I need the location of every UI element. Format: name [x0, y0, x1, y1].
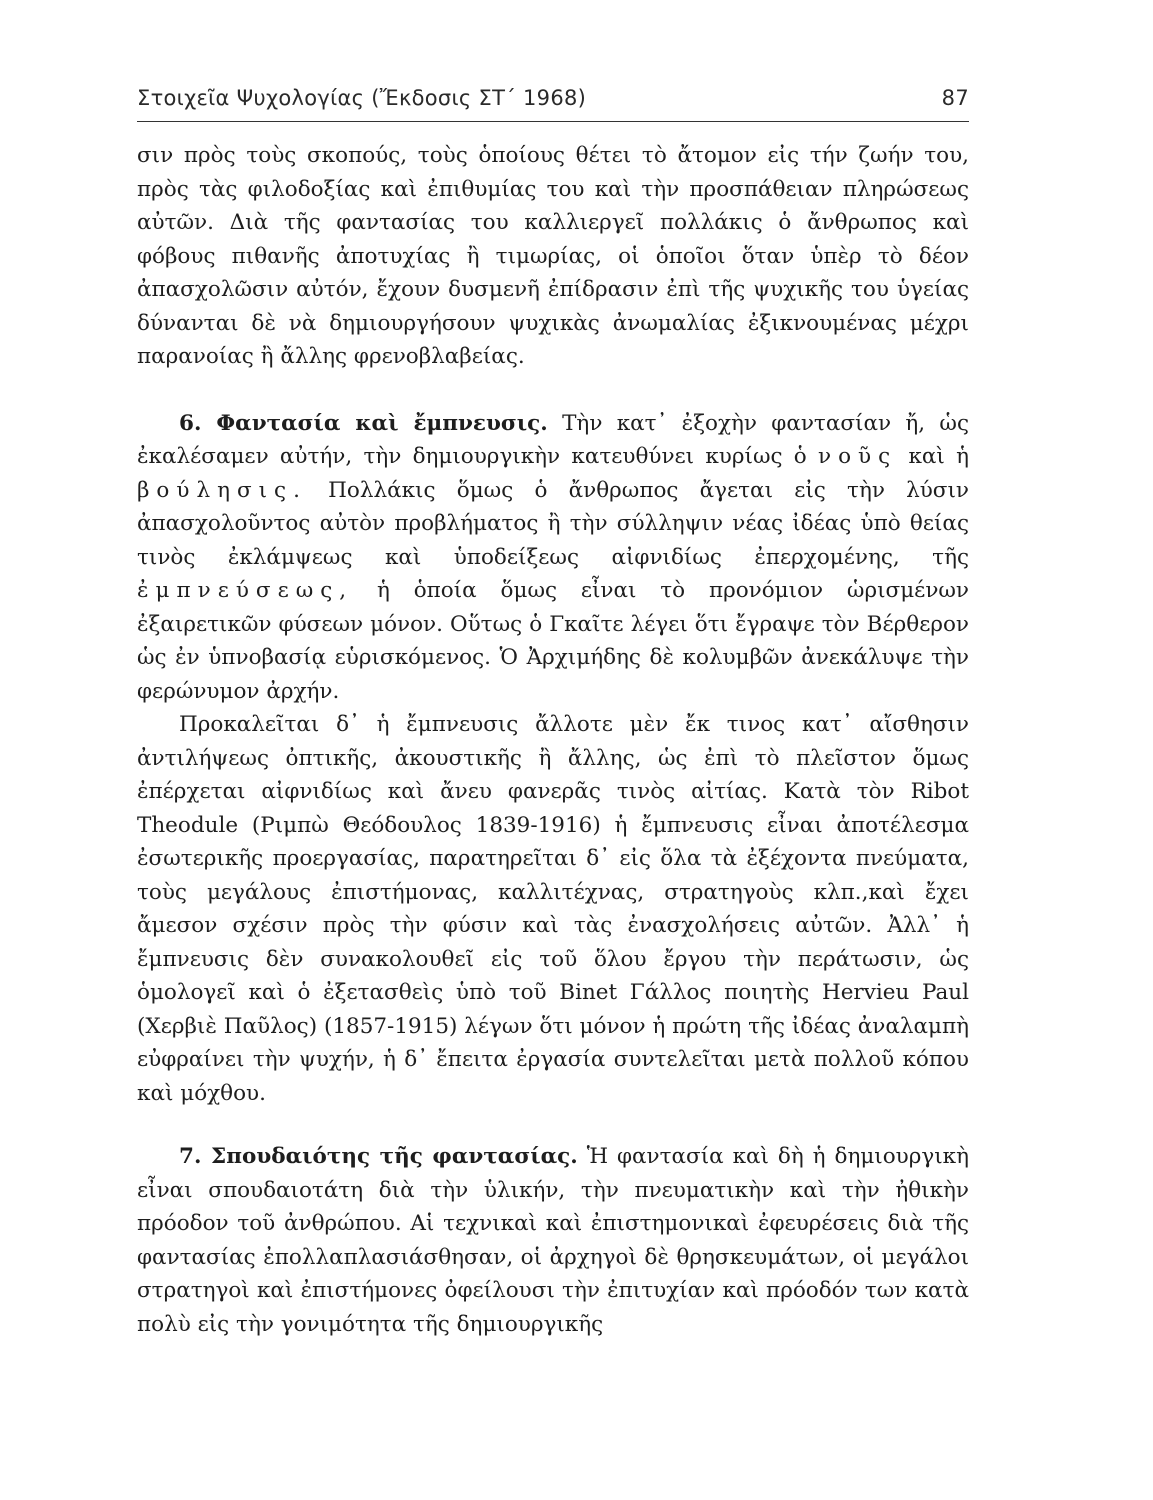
- section-6-text-b: καὶ ἡ: [908, 444, 969, 469]
- running-header: [137, 86, 969, 116]
- paragraph-continuation: σιν πρὸς τοὺς σκοπούς, τοὺς ὁποίους θέτει τὸ ἄτομον εἰς τήν ζωήν του, πρὸς τὰς φιλοδοξίας καὶ ἐπιθυμίας του καὶ τὴν προσπάθειαν πληρώσεως αὐτῶν. Διὰ τῆς φαντασίας του καλλιεργεῖ πολλάκις ὁ ἄνθρωπος καὶ φόβους πιθανῆς ἀποτυχίας ἢ τιμωρίας, οἱ ὁποῖοι ὅταν ὑπὲρ τὸ δέον ἀπασχολῶσιν αὐτόν, ἔχουν δυσμενῆ ἐπίδρασιν ἐπὶ τῆς ψυχικῆς του ὑγείας δύνανται δὲ νὰ δημιουργήσουν ψυχικὰς ἀνωμαλίας ἐξικνουμένας μέχρι παρανοίας ἢ ἄλλης φρενοβλαβείας.: [137, 143, 969, 369]
- spaced-word-voulisis: βούλησις.: [137, 477, 307, 503]
- spaced-word-empnefsis: ἐμπνεύσεως,: [137, 578, 354, 603]
- page-number: 87: [941, 86, 969, 110]
- header-rule: [137, 121, 969, 122]
- section-6-paragraph: [137, 407, 969, 709]
- page-body: [137, 139, 969, 1341]
- paragraph-inspiration: Προκαλεῖται δ᾽ ἡ ἔμπνευσις ἄλλοτε μὲν ἔκ τινος κατ᾽ αἴσθησιν ἀντιλήψεως ὀπτικῆς, ἀκουστικῆς ἢ ἄλλης, ὡς ἐπὶ τὸ πλεῖστον ὅμως ἐπέρχεται αἰφνιδίως καὶ ἄνευ φανερᾶς τινὸς αἰτίας. Κατὰ τὸν Ribot Theodule (Ριμπὼ Θεόδουλος 1839-1916) ἡ ἔμπνευσις εἶναι ἀποτέλεσμα ἐσωτερικῆς προεργασίας, παρατηρεῖται δ᾽ εἰς ὅλα τὰ ἐξέχοντα πνεύματα, τοὺς μεγάλους ἐπιστήμονας, καλλιτέχνας, στρατηγοὺς κλπ.,καὶ ἔχει ἄμεσον σχέσιν πρὸς τὴν φύσιν καὶ τὰς ἐνασχολήσεις αὐτῶν. Ἀλλ᾽ ἡ ἔμπνευσις δὲν συνακολουθεῖ εἰς τοῦ ὅλου ἔργου τὴν περάτωσιν, ὡς ὁμολογεῖ καὶ ὁ ἐξετασθεὶς ὑπὸ τοῦ Binet Γάλλος ποιητὴς Hervieu Paul (Χερβιὲ Παῦλος) (1857-1915) λέγων ὅτι μόνον ἡ πρώτη τῆς ἰδέας ἀναλαμπὴ εὐφραίνει τὴν ψυχήν, ἡ δ᾽ ἔπειτα ἐργασία συντελεῖται μετὰ πολλοῦ κόπου καὶ μόχθου.: [137, 712, 969, 1106]
- section-6-text-a: Τὴν κατ᾽ ἐξοχὴν φαντασίαν ἤ, ὡς ἐκαλέσαμεν αὐτήν, τὴν δημιουργικὴν κατευθύνει κυρίως ὁ: [137, 410, 969, 469]
- running-title: Στοιχεῖα Ψυχολογίας (Ἔκδοσις ΣΤ΄ 1968): [137, 86, 587, 110]
- spaced-word-nous: νοῦς: [818, 444, 898, 469]
- section-6-text-c: Πολλάκις ὅμως ὁ ἄνθρωπος ἄγεται εἰς τὴν λύσιν ἀπασχολοῦντος αὐτὸν προβλήματος ἢ τὴν σύλληψιν νέας ἰδέας ὑπὸ θείας τινὸς ἐκλάμψεως καὶ ὑποδείξεως αἰφνιδίως ἐπερχομένης, τῆς: [137, 477, 969, 570]
- section-6-text-d: ἡ ὁποία ὅμως εἶναι τὸ προνόμιον ὡρισμένων ἐξαιρετικῶν φύσεων μόνον. Οὕτως ὁ Γκαῖτε λέγει ὅτι ἔγραψε τὸν Βέρθερον ὡς ἐν ὑπνοβασίᾳ εὑρισκόμενος. Ὁ Ἀρχιμήδης δὲ κολυμβῶν ἀνεκάλυψε τὴν φερώνυμον ἀρχήν.: [137, 578, 969, 704]
- section-7-paragraph: [137, 1140, 969, 1341]
- section-7-heading: 7. Σπουδαιότης τῆς φαντασίας.: [179, 1144, 578, 1169]
- section-7-text: Ἡ φαντασία καὶ δὴ ἡ δημιουργικὴ εἶναι σπουδαιοτάτη διὰ τὴν ὑλικήν, τὴν πνευματικὴν καὶ τὴν ἠθικὴν πρόοδον τοῦ ἀνθρώπου. Αἱ τεχνικαὶ καὶ ἐπιστημονικαὶ ἐφευρέσεις διὰ τῆς φαντασίας ἐπολλαπλασιάσθησαν, οἱ ἀρχηγοὶ δὲ θρησκευμάτων, οἱ μεγάλοι στρατηγοὶ καὶ ἐπιστήμονες ὀφείλουσι τὴν ἐπιτυχίαν καὶ πρόοδόν των κατὰ πολὺ εἰς τὴν γονιμότητα τῆς δημιουργικῆς: [137, 1144, 969, 1337]
- section-6-heading: 6. Φαντασία καὶ ἔμπνευσις.: [179, 410, 548, 436]
